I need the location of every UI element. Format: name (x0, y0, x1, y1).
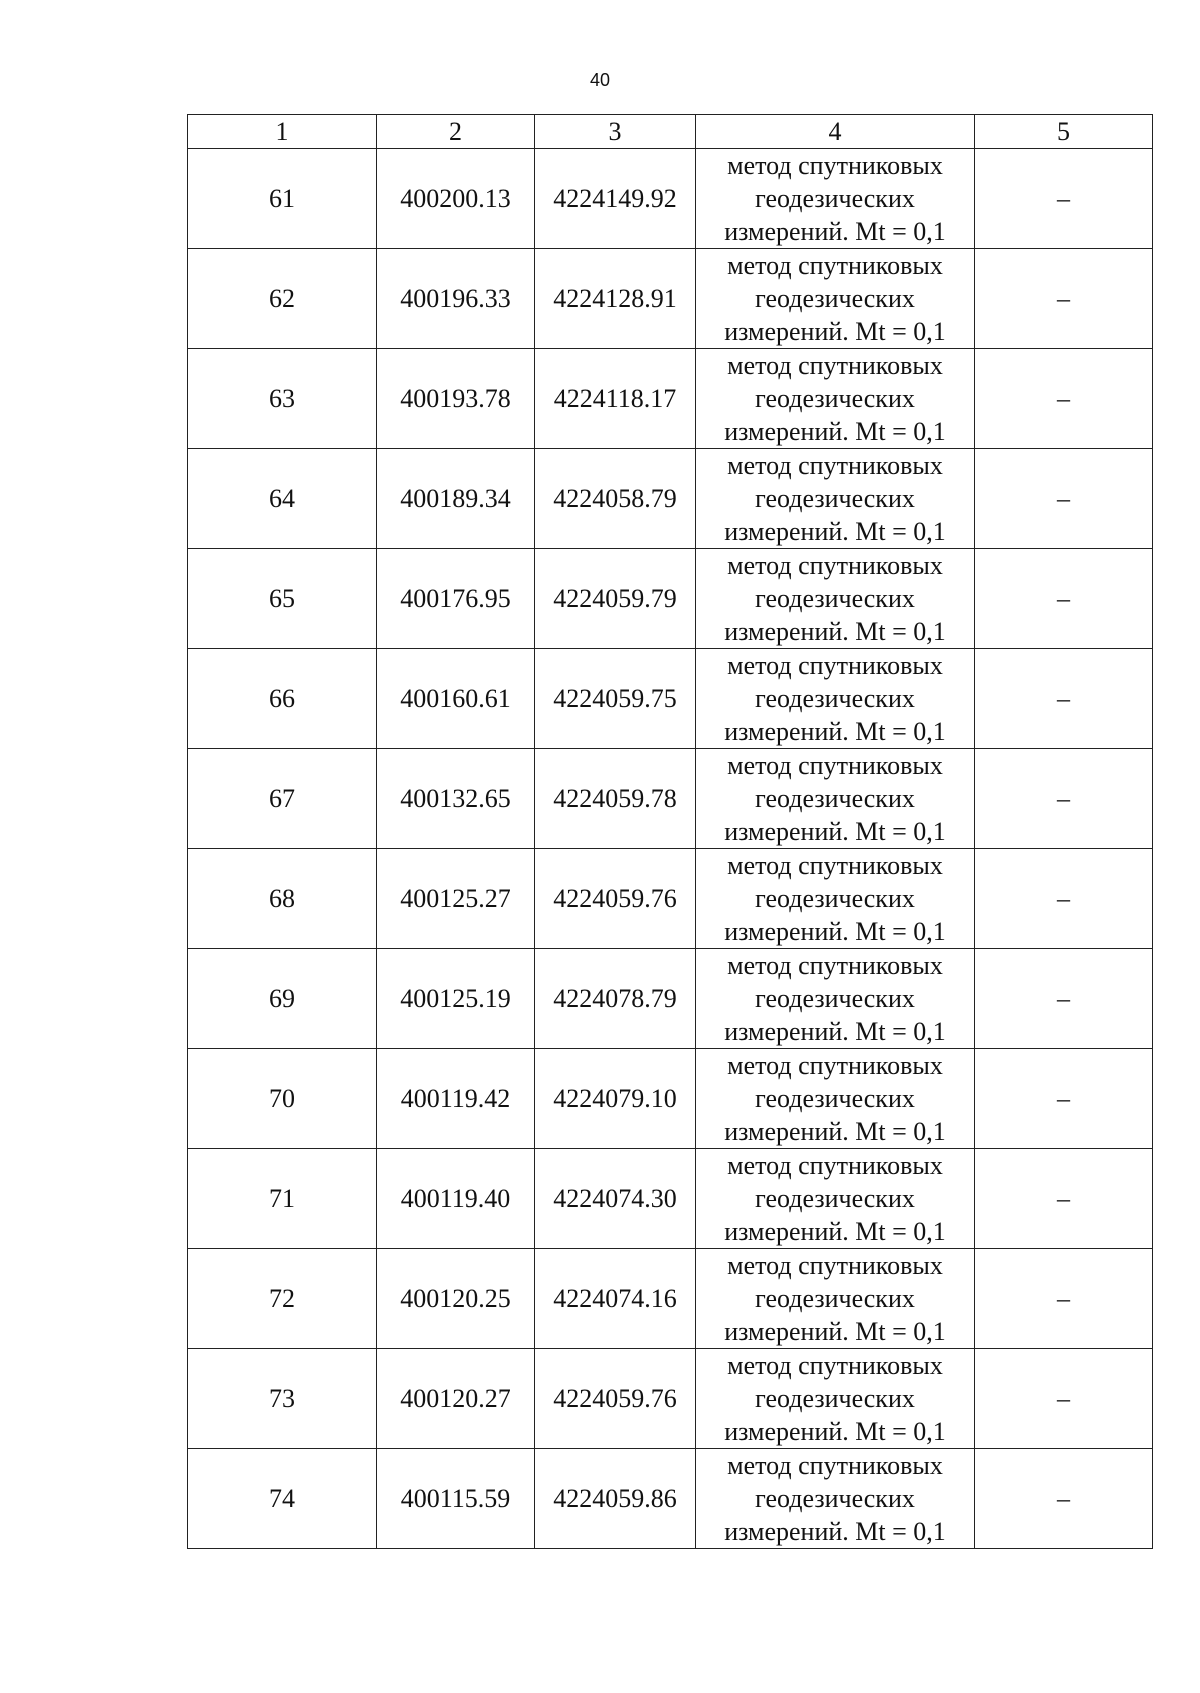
method-line: метод спутниковых (727, 1251, 943, 1280)
point-number-cell: 74 (188, 1449, 377, 1549)
method-cell (696, 749, 975, 849)
method-cell (696, 1349, 975, 1449)
method-line: измерений. Mt = 0,1 (724, 1517, 946, 1546)
point-number-cell: 73 (188, 1349, 377, 1449)
method-line: измерений. Mt = 0,1 (724, 417, 946, 446)
note-cell: – (975, 149, 1153, 249)
method-cell (696, 1049, 975, 1149)
table-row (188, 649, 1153, 749)
note-cell: – (975, 549, 1153, 649)
method-line: измерений. Mt = 0,1 (724, 217, 946, 246)
y-coordinate-cell: 4224059.75 (535, 649, 696, 749)
method-cell (696, 149, 975, 249)
y-coordinate-cell: 4224059.86 (535, 1449, 696, 1549)
method-cell (696, 349, 975, 449)
method-cell (696, 649, 975, 749)
method-line: измерений. Mt = 0,1 (724, 1117, 946, 1146)
table-row (188, 249, 1153, 349)
method-cell (696, 949, 975, 1049)
point-number-cell: 66 (188, 649, 377, 749)
method-cell (696, 1449, 975, 1549)
method-line: метод спутниковых (727, 151, 943, 180)
method-line: геодезических (755, 184, 915, 213)
method-line: метод спутниковых (727, 951, 943, 980)
method-line: измерений. Mt = 0,1 (724, 617, 946, 646)
header-col-1: 1 (188, 115, 377, 149)
method-line: метод спутниковых (727, 651, 943, 680)
method-line: метод спутниковых (727, 751, 943, 780)
method-line: геодезических (755, 1484, 915, 1513)
point-number-cell: 63 (188, 349, 377, 449)
method-line: измерений. Mt = 0,1 (724, 817, 946, 846)
point-number-cell: 61 (188, 149, 377, 249)
x-coordinate-cell: 400125.19 (377, 949, 535, 1049)
x-coordinate-cell: 400120.25 (377, 1249, 535, 1349)
y-coordinate-cell: 4224118.17 (535, 349, 696, 449)
header-col-3: 3 (535, 115, 696, 149)
table-row (188, 849, 1153, 949)
x-coordinate-cell: 400189.34 (377, 449, 535, 549)
x-coordinate-cell: 400119.40 (377, 1149, 535, 1249)
method-line: измерений. Mt = 0,1 (724, 1317, 946, 1346)
note-cell: – (975, 749, 1153, 849)
note-cell: – (975, 1149, 1153, 1249)
note-cell: – (975, 349, 1153, 449)
y-coordinate-cell: 4224059.78 (535, 749, 696, 849)
table-row (188, 1249, 1153, 1349)
method-cell (696, 1249, 975, 1349)
x-coordinate-cell: 400193.78 (377, 349, 535, 449)
method-line: измерений. Mt = 0,1 (724, 1017, 946, 1046)
method-line: геодезических (755, 584, 915, 613)
header-col-4: 4 (696, 115, 975, 149)
y-coordinate-cell: 4224078.79 (535, 949, 696, 1049)
note-cell: – (975, 1349, 1153, 1449)
x-coordinate-cell: 400200.13 (377, 149, 535, 249)
method-cell (696, 1149, 975, 1249)
method-line: измерений. Mt = 0,1 (724, 917, 946, 946)
method-line: метод спутниковых (727, 1051, 943, 1080)
y-coordinate-cell: 4224128.91 (535, 249, 696, 349)
y-coordinate-cell: 4224058.79 (535, 449, 696, 549)
method-line: геодезических (755, 784, 915, 813)
table-row (188, 549, 1153, 649)
note-cell: – (975, 1449, 1153, 1549)
point-number-cell: 71 (188, 1149, 377, 1249)
y-coordinate-cell: 4224059.79 (535, 549, 696, 649)
y-coordinate-cell: 4224059.76 (535, 1349, 696, 1449)
table-row (188, 1149, 1153, 1249)
x-coordinate-cell: 400176.95 (377, 549, 535, 649)
y-coordinate-cell: 4224149.92 (535, 149, 696, 249)
coordinates-table (187, 114, 1153, 1549)
method-line: геодезических (755, 984, 915, 1013)
x-coordinate-cell: 400119.42 (377, 1049, 535, 1149)
method-line: метод спутниковых (727, 1151, 943, 1180)
table-row (188, 749, 1153, 849)
table-row (188, 1349, 1153, 1449)
x-coordinate-cell: 400132.65 (377, 749, 535, 849)
method-line: геодезических (755, 484, 915, 513)
method-line: геодезических (755, 884, 915, 913)
page-number: 40 (589, 70, 611, 90)
point-number-cell: 64 (188, 449, 377, 549)
method-line: геодезических (755, 384, 915, 413)
method-line: геодезических (755, 284, 915, 313)
table-row (188, 349, 1153, 449)
header-col-2: 2 (377, 115, 535, 149)
note-cell: – (975, 1049, 1153, 1149)
header-row (188, 115, 1153, 149)
point-number-cell: 68 (188, 849, 377, 949)
note-cell: – (975, 649, 1153, 749)
point-number-cell: 62 (188, 249, 377, 349)
method-line: метод спутниковых (727, 1351, 943, 1380)
x-coordinate-cell: 400115.59 (377, 1449, 535, 1549)
table-row (188, 449, 1153, 549)
method-line: метод спутниковых (727, 851, 943, 880)
table-row (188, 1449, 1153, 1549)
method-line: геодезических (755, 1284, 915, 1313)
method-line: метод спутниковых (727, 551, 943, 580)
y-coordinate-cell: 4224074.30 (535, 1149, 696, 1249)
note-cell: – (975, 849, 1153, 949)
method-line: измерений. Mt = 0,1 (724, 1417, 946, 1446)
method-line: геодезических (755, 684, 915, 713)
point-number-cell: 70 (188, 1049, 377, 1149)
point-number-cell: 65 (188, 549, 377, 649)
method-line: геодезических (755, 1384, 915, 1413)
method-line: геодезических (755, 1184, 915, 1213)
y-coordinate-cell: 4224079.10 (535, 1049, 696, 1149)
point-number-cell: 72 (188, 1249, 377, 1349)
y-coordinate-cell: 4224074.16 (535, 1249, 696, 1349)
point-number-cell: 69 (188, 949, 377, 1049)
method-line: измерений. Mt = 0,1 (724, 317, 946, 346)
y-coordinate-cell: 4224059.76 (535, 849, 696, 949)
x-coordinate-cell: 400120.27 (377, 1349, 535, 1449)
table-row (188, 1049, 1153, 1149)
note-cell: – (975, 449, 1153, 549)
method-line: метод спутниковых (727, 1451, 943, 1480)
x-coordinate-cell: 400160.61 (377, 649, 535, 749)
method-cell (696, 549, 975, 649)
note-cell: – (975, 249, 1153, 349)
method-line: измерений. Mt = 0,1 (724, 717, 946, 746)
method-cell (696, 249, 975, 349)
method-cell (696, 449, 975, 549)
point-number-cell: 67 (188, 749, 377, 849)
header-col-5: 5 (975, 115, 1153, 149)
x-coordinate-cell: 400125.27 (377, 849, 535, 949)
table-body (188, 149, 1153, 1549)
method-line: измерений. Mt = 0,1 (724, 1217, 946, 1246)
table-row (188, 949, 1153, 1049)
x-coordinate-cell: 400196.33 (377, 249, 535, 349)
method-line: метод спутниковых (727, 251, 943, 280)
note-cell: – (975, 1249, 1153, 1349)
method-cell (696, 849, 975, 949)
method-line: метод спутниковых (727, 351, 943, 380)
method-line: геодезических (755, 1084, 915, 1113)
method-line: метод спутниковых (727, 451, 943, 480)
method-line: измерений. Mt = 0,1 (724, 517, 946, 546)
note-cell: – (975, 949, 1153, 1049)
table-row (188, 149, 1153, 249)
